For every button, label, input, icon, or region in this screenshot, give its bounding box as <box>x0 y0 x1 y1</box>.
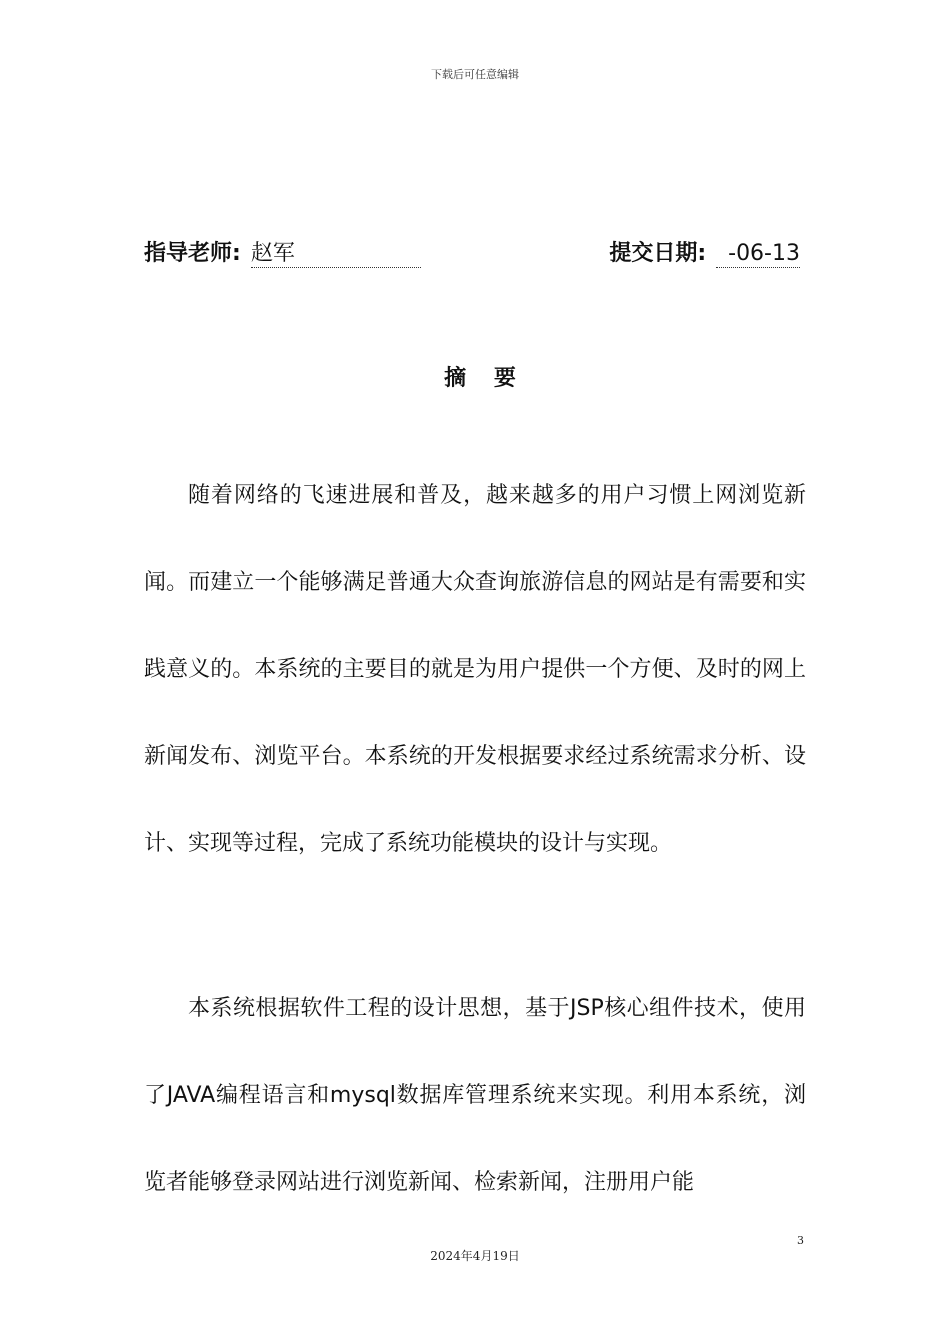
advisor-label: 指导老师: <box>144 241 241 266</box>
advisor-value: 赵军 <box>251 241 421 268</box>
submission-date-value: -06-13 <box>716 241 800 268</box>
submission-meta <box>144 236 804 268</box>
abstract-title: 摘 要 <box>444 366 526 391</box>
advisor-field <box>144 236 421 268</box>
submission-date-field <box>609 236 800 268</box>
page-number: 3 <box>797 1234 804 1247</box>
abstract-paragraph-2: 本系统根据软件工程的设计思想，基于JSP核心组件技术，使用了JAVA编程语言和mysql数据库管理系统来实现。利用本系统，浏览者能够登录网站进行浏览新闻、检索新闻，注册用户能 <box>144 996 806 1195</box>
header-note: 下载后可任意编辑 <box>431 68 519 81</box>
submission-date-label: 提交日期: <box>609 241 707 266</box>
abstract-paragraph-1: 随着网络的飞速进展和普及，越来越多的用户习惯上网浏览新闻。而建立一个能够满足普通大众查询旅游信息的网站是有需要和实践意义的。本系统的主要目的就是为用户提供一个方便、及时的网上新闻发布、浏览平台。本系统的开发根据要求经过系统需求分析、设计、实现等过程，完成了系统功能模块的设计与实现。 <box>144 483 806 856</box>
footer-date: 2024年4月19日 <box>430 1249 520 1263</box>
